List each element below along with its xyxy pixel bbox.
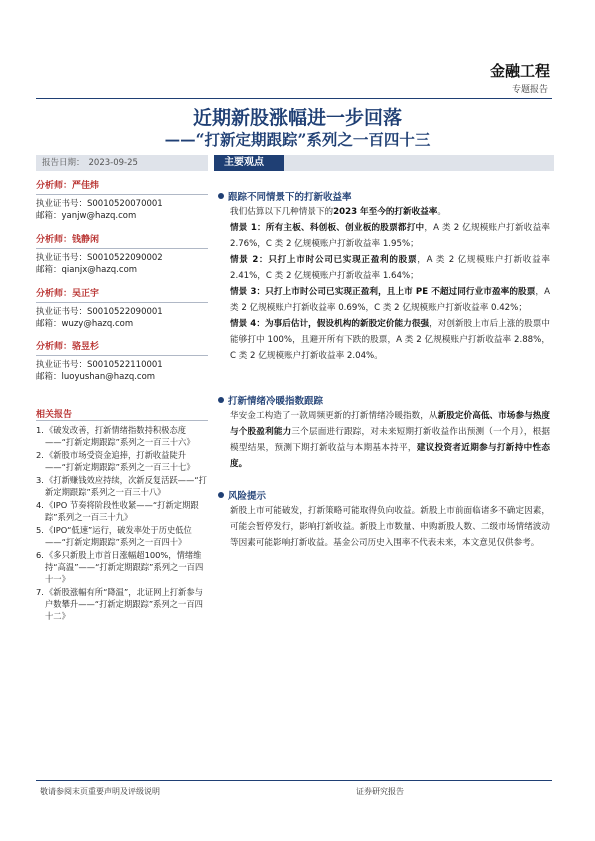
analyst-name: 分析师：钱静闲 — [36, 235, 100, 245]
analyst-email[interactable]: 邮箱：yanjw@hazq.com — [36, 211, 137, 221]
main-points-bar — [214, 155, 554, 171]
analyst-cert: 执业证书号：S0010522090002 — [36, 253, 163, 263]
report-type-label: 专题报告 — [511, 85, 548, 95]
related-reports-list — [36, 424, 208, 623]
section-heading: 跟踪不同情景下的打新收益率 — [218, 189, 352, 203]
analyst-divider — [36, 248, 208, 249]
footer-divider — [36, 780, 552, 781]
footer-report-type: 证券研究报告 — [356, 787, 404, 796]
report-subtitle: ——“打新定期跟踪”系列之一百四十三 — [164, 130, 431, 149]
analyst-name: 分析师：吴正宇 — [36, 289, 100, 299]
analyst-email[interactable]: 邮箱：qianjx@hazq.com — [36, 265, 138, 275]
related-report-item[interactable]: 7. 《新股涨幅有所“降温”，北证网上打新参与户数攀升——“打新定期跟踪”系列之一百四十二》 — [36, 587, 203, 621]
scenario-3: 情景 3：只打上市时公司已实现正盈利，且上市 PE 不超过同行业市盈率的股票，A 类 2 亿规模账户打新收益率 0.69%，C 类 2 亿规模账户打新收益率 0.42%； — [230, 287, 550, 313]
related-reports-heading: 相关报告 — [36, 410, 73, 420]
section-body: 华安金工构造了一款周频更新的打新情绪冷暖指数，从新股定价高低、市场参与热度与个股盈利能力三个层面进行跟踪，对未来短期打新收益作出预测（一个月），根据模型结果，预测下期打新收益与本期基本持平，建议投资者近期参与打新持中性态度。 — [230, 411, 550, 469]
scenario-1: 情景 1：所有主板、科创板、创业板的股票都打中，A 类 2 亿规模账户打新收益率 2.76%，C 类 2 亿规模账户打新收益率 1.95%； — [230, 223, 550, 249]
analyst-name: 分析师：骆昱杉 — [36, 342, 100, 352]
analyst-card — [36, 288, 211, 330]
report-title: 近期新股涨幅进一步回落 — [192, 107, 402, 129]
related-reports-divider — [36, 420, 208, 421]
related-report-item[interactable]: 4. 《IPO 节奏将阶段性收紧——“打新定期跟踪”系列之一百三十九》 — [36, 500, 199, 522]
bullet-icon — [218, 397, 224, 403]
category-label: 金融工程 — [489, 62, 550, 80]
footer-disclaimer: 敬请参阅末页重要声明及评级说明 — [40, 787, 160, 796]
header-divider — [36, 98, 552, 99]
analyst-divider — [36, 355, 208, 356]
analyst-email[interactable]: 邮箱：wuzy@hazq.com — [36, 319, 134, 329]
main-points-label: 主要观点 — [224, 157, 264, 168]
scenario-4: 情景 4：为事后估计，假设机构的新股定价能力很强，对创新股上市后上涨的股票中能够打中 100%，且避开所有下跌的股票，A 类 2 亿规模账户打新收益率 2.88%，C 类 2 亿规模账户打新收益率 2.04%。 — [230, 319, 550, 361]
analyst-email[interactable]: 邮箱：luoyushan@hazq.com — [36, 372, 156, 382]
related-report-item[interactable]: 6. 《多只新股上市首日涨幅超100%，情绪维持“高温”——“打新定期跟踪”系列之一百四十一》 — [36, 550, 204, 584]
analyst-card — [36, 234, 211, 276]
bullet-icon — [218, 193, 224, 199]
section-heading: 风险提示 — [218, 488, 266, 502]
related-report-item[interactable]: 5. 《IPO“低速”运行，破发率处于历史低位——“打新定期跟踪”系列之一百四十》 — [36, 525, 192, 547]
section-heading: 打新情绪冷暖指数跟踪 — [218, 393, 323, 407]
bullet-icon — [218, 492, 224, 498]
analyst-card — [36, 341, 211, 383]
analyst-name: 分析师：严佳炜 — [36, 181, 100, 191]
intro-line: 我们估算以下几种情景下的2023 年至今的打新收益率。 — [230, 207, 447, 217]
analyst-card — [36, 180, 211, 222]
analyst-cert: 执业证书号：S0010522110001 — [36, 360, 163, 370]
section-body: 新股上市可能破发，打新策略可能取得负向收益。新股上市前面临诸多不确定因素，可能会暂停发行，影响打新收益。新股上市数量、申购新股人数、二级市场情绪波动等因素可能影响打新收益。基金公司历史入围率不代表未来，本文意见仅供参考。 — [230, 506, 550, 548]
analyst-cert: 执业证书号：S0010520070001 — [36, 199, 163, 209]
related-report-item[interactable]: 1. 《破发改善，打新情绪指数持积极态度——“打新定期跟踪”系列之一百三十六》 — [36, 425, 195, 447]
section-body — [230, 204, 550, 364]
related-report-item[interactable]: 2. 《新股市场受资金追捧，打新收益陡升——“打新定期跟踪”系列之一百三十七》 — [36, 450, 195, 472]
report-date-value: 2023-09-25 — [88, 158, 138, 168]
related-report-item[interactable]: 3. 《打新赚钱效应持续，次新反复活跃——“打新定期跟踪”系列之一百三十八》 — [36, 475, 207, 497]
report-date-bar — [36, 155, 208, 171]
analyst-cert: 执业证书号：S0010522090001 — [36, 307, 163, 317]
report-date-label: 报告日期： — [42, 158, 85, 168]
scenario-2: 情景 2：只打上市时公司已实现正盈利的股票，A 类 2 亿规模账户打新收益率 2.41%，C 类 2 亿规模账户打新收益率 1.64%； — [230, 255, 550, 281]
analyst-divider — [36, 302, 208, 303]
analyst-divider — [36, 194, 208, 195]
